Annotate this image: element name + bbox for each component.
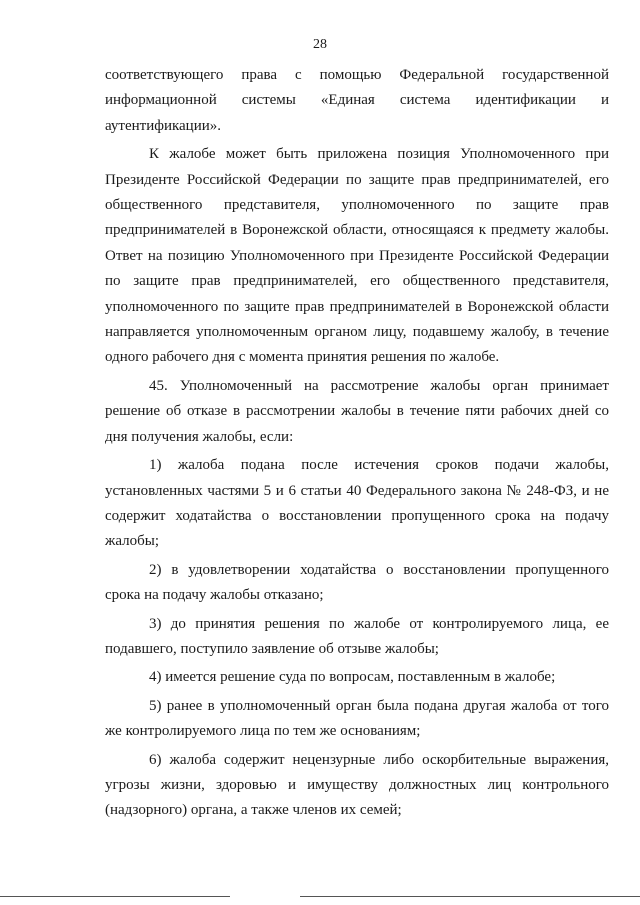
list-item-1: 1) жалоба подана после истечения сроков подачи жалобы, установленных частями 5 и 6 статьи 40 Федерального закона № 248-ФЗ, и не содержит ходатайства о восстановлении пропущенного срока на подачу жалобы;	[105, 457, 609, 550]
list-item-2: 2) в удовлетворении ходатайства о восстановлении пропущенного срока на подачу жалобы отказано;	[105, 561, 609, 604]
paragraph-continuation: соответствующего права с помощью Федеральной государственной информационной системы «Единая система идентификации и аутентификации».	[105, 67, 609, 134]
page-number: 28	[313, 37, 327, 52]
bottom-scan-edge-left	[0, 896, 230, 897]
list-item-6: 6) жалоба содержит нецензурные либо оскорбительные выражения, угрозы жизни, здоровью и имуществу должностных лиц контрольного (надзорного) органа, а также членов их семей;	[105, 751, 609, 819]
document-body	[105, 63, 609, 824]
bottom-scan-edge-right	[300, 896, 640, 897]
list-item-4: 4) имеется решение суда по вопросам, поставленным в жалобе;	[149, 669, 556, 686]
paragraph-commissioner-position: К жалобе может быть приложена позиция Уполномоченного при Президенте Российской Федерации по защите прав предпринимателей, его общественного представителя, уполномоченного по защите прав предпринимателей в Воронежской области, относящаяся к предмету жалобы. Ответ на позицию Уполномоченного при Президенте Российской Федерации по защите прав предпринимателей, его общественного представителя, уполномоченного по защите прав предпринимателей в Воронежской области направляется уполномоченным органом лицу, подавшему жалобу, в течение одного рабочего дня с момента принятия решения по жалобе.	[105, 146, 609, 366]
list-item-3: 3) до принятия решения по жалобе от контролируемого лица, ее подавшего, поступило заявление об отзыве жалобы;	[105, 615, 609, 657]
paragraph-item-45: 45. Уполномоченный на рассмотрение жалобы орган принимает решение об отказе в рассмотрении жалобы в течение пяти рабочих дней со дня получения жалобы, если:	[105, 377, 609, 445]
list-item-5: 5) ранее в уполномоченный орган была подана другая жалоба от того же контролируемого лица по тем же основаниям;	[105, 697, 609, 740]
